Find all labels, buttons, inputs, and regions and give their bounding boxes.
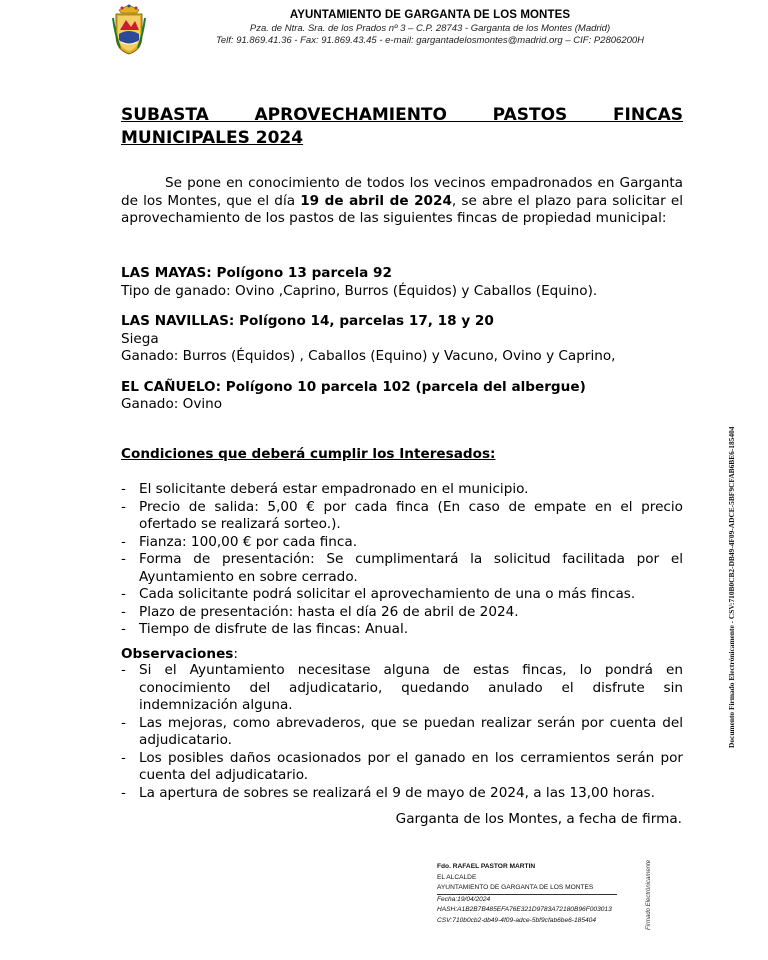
observation-item: - Si el Ayuntamiento necesitase alguna de estas fincas, lo pondrá en conocimiento del adjudicatario, quedando anulado el disfrute sin indemnización alguna. bbox=[121, 662, 683, 715]
finca-detail: Tipo de ganado: Ovino ,Caprino, Burros (Équidos) y Caballos (Equino). bbox=[121, 282, 598, 299]
finca-detail: Ganado: Ovino bbox=[121, 396, 223, 412]
intro-text-before: Se pone en conocimiento de todos los vecinos empadronados en Garganta de los Montes, que el día bbox=[121, 175, 683, 209]
signature-date: Fecha:19/04/2024 bbox=[437, 895, 491, 903]
observation-item: - Los posibles daños ocasionados por el ganado en los cerramientos serán por cuenta del adjudicatario. bbox=[121, 750, 683, 785]
closing-line: Garganta de los Montes, a fecha de firma. bbox=[395, 811, 682, 827]
observation-item: - Las mejoras, como abrevaderos, que se puedan realizar serán por cuenta del adjudicatario. bbox=[121, 715, 683, 750]
condition-item: - Forma de presentación: Se cumplimentará la solicitud facilitada por el Ayuntamiento en sobre cerrado. bbox=[121, 551, 683, 586]
municipal-crest-icon bbox=[112, 4, 146, 56]
condition-item: - Precio de salida: 5,00 € por cada finca (En caso de empate en el precio ofertado se realizará sorteo.). bbox=[121, 499, 683, 534]
letterhead bbox=[160, 9, 700, 46]
finca-reference: Polígono 14, parcelas 17, 18 y 20 bbox=[234, 313, 494, 329]
side-verification-note: Documento Firmado Electrónicamente - CSV:710B0CB2-DB49-4F09-ADCE-5BF9CFAB6BE6-185404 bbox=[727, 426, 736, 748]
condition-item: - El solicitante deberá estar empadronado en el municipio. bbox=[121, 481, 683, 499]
document-title: SUBASTA APROVECHAMIENTO PASTOS FINCAS MUNICIPALES 2024 bbox=[121, 105, 683, 148]
conditions-list bbox=[121, 481, 683, 639]
condition-item: - Fianza: 100,00 € por cada finca. bbox=[121, 534, 683, 552]
finca-item bbox=[121, 313, 683, 366]
observations-colon: : bbox=[233, 646, 238, 662]
finca-name: LAS NAVILLAS: bbox=[121, 313, 235, 329]
signature-csv: CSV:710b0cb2-db49-4f09-adce-5bf9cfab6be6-185404 bbox=[437, 916, 596, 924]
signature-block bbox=[437, 862, 647, 926]
observations-list bbox=[121, 662, 683, 802]
letterhead-address: Pza. de Ntra. Sra. de los Prados nº 3 – C.P. 28743 - Garganta de los Montes (Madrid) bbox=[249, 23, 611, 34]
finca-detail: Ganado: Burros (Équidos) , Caballos (Equino) y Vacuno, Ovino y Caprino, bbox=[121, 348, 616, 364]
finca-reference: Polígono 13 parcela 92 bbox=[211, 265, 392, 281]
conditions-heading: Condiciones que deberá cumplir los Interesados: bbox=[121, 446, 496, 462]
intro-date: 19 de abril de 2024 bbox=[300, 192, 452, 209]
finca-name: LAS MAYAS: bbox=[121, 265, 212, 281]
signature-hash: HASH:A1B2B7B485EFA76E321D9783A72180B96F003013 bbox=[437, 906, 612, 913]
observations-heading bbox=[121, 646, 238, 662]
observation-item: - La apertura de sobres se realizará el 9 de mayo de 2024, a las 13,00 horas. bbox=[121, 785, 683, 803]
finca-detail: Siega bbox=[121, 330, 159, 347]
finca-name: EL CAÑUELO: bbox=[121, 378, 222, 395]
observations-heading-text: Observaciones bbox=[121, 646, 234, 662]
condition-item: - Cada solicitante podrá solicitar el aprovechamiento de una o más fincas. bbox=[121, 586, 683, 604]
signer-role: EL ALCALDE bbox=[437, 873, 477, 881]
finca-reference: Polígono 10 parcela 102 (parcela del albergue) bbox=[221, 378, 586, 395]
signer-name: Fdo. RAFAEL PASTOR MARTIN bbox=[437, 863, 536, 870]
signer-organization: AYUNTAMIENTO DE GARGANTA DE LOS MONTES bbox=[437, 883, 617, 895]
condition-item: - Tiempo de disfrute de las fincas: Anual. bbox=[121, 621, 683, 639]
fincas-list bbox=[121, 265, 683, 427]
condition-item: - Plazo de presentación: hasta el día 26 de abril de 2024. bbox=[121, 604, 683, 622]
intro-text-after: , se abre el plazo para solicitar el aprovechamiento de los pastos de las siguientes fincas de propiedad municipal: bbox=[121, 192, 683, 226]
letterhead-contact: Telf: 91.869.41.36 - Fax: 91.869.43.45 - e-mail: gargantadelosmontes@madrid.org – CIF: P2806200H bbox=[215, 35, 645, 46]
finca-item bbox=[121, 265, 683, 300]
intro-paragraph bbox=[121, 175, 683, 228]
finca-item bbox=[121, 379, 683, 414]
electronic-signature-stamp: Firmado Electrónicamente bbox=[646, 859, 652, 930]
letterhead-org-name: AYUNTAMIENTO DE GARGANTA DE LOS MONTES bbox=[289, 9, 571, 21]
